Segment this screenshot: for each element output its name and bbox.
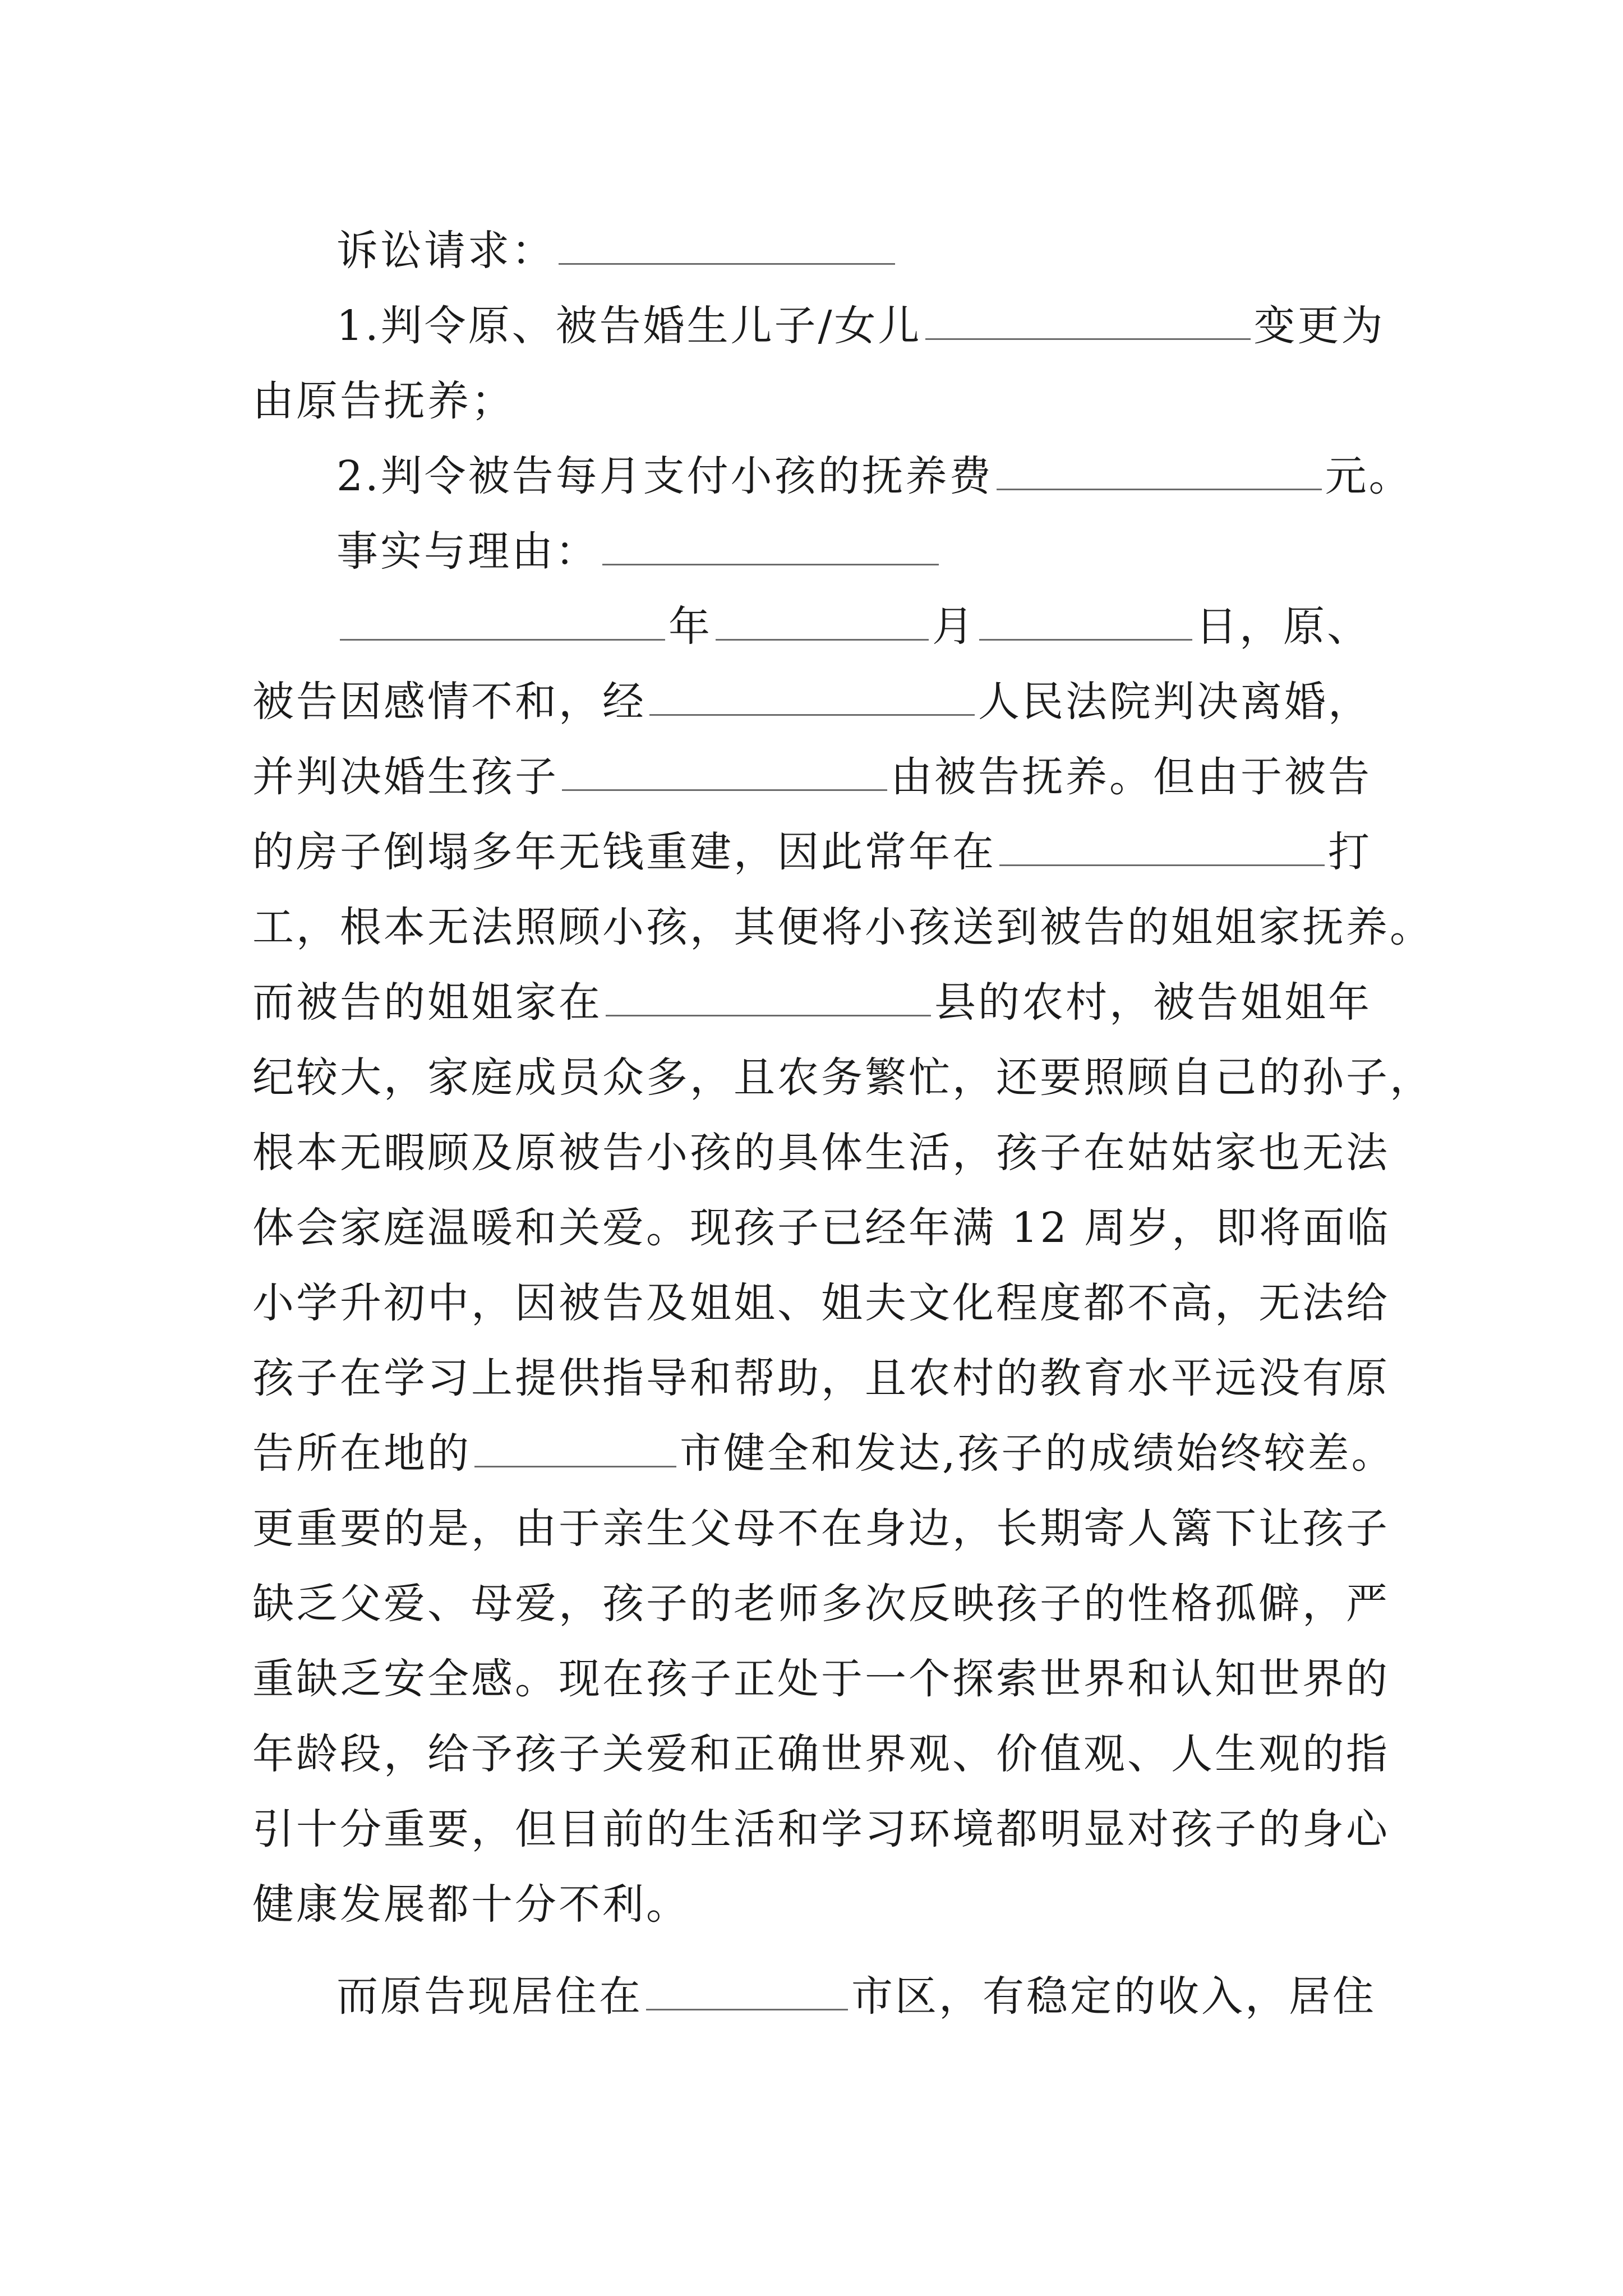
blank-line [999, 864, 1325, 866]
text-line [252, 1115, 1390, 1190]
text-run: 年 [668, 602, 712, 651]
facts-heading: 事实与理由： [336, 527, 599, 576]
text-run: 孩子在学习上提供指导和帮助，且农村的教育水平远没有原 [252, 1354, 1390, 1402]
text-run: 市健全和发达,孩子的成绩始终较差。 [680, 1429, 1395, 1478]
paragraph-plaintiff-situation [252, 1959, 1380, 2034]
blank-line [340, 639, 665, 641]
text-line [252, 1566, 1390, 1641]
text-run: 引十分重要，但目前的生活和学习环境都明显对孩子的身心 [252, 1805, 1390, 1853]
text-line [252, 1641, 1390, 1717]
text-run: 县的农村，被告姐姐年 [934, 978, 1372, 1027]
text-line [252, 364, 1380, 439]
text-line [252, 1341, 1390, 1416]
blank-line [559, 263, 895, 265]
text-run: 缺乏父爱、母爱，孩子的老师多次反映孩子的性格孤僻，严 [252, 1580, 1390, 1628]
text-line [252, 1190, 1391, 1266]
text-line [252, 1266, 1390, 1341]
paragraph-facts-body [252, 589, 1380, 664]
text-line [252, 1040, 1433, 1115]
text-run: 告所在地的 [252, 1429, 471, 1478]
text-line [252, 890, 1433, 965]
text-line [252, 1717, 1390, 1792]
text-line [252, 1491, 1390, 1566]
text-line [252, 815, 1380, 890]
text-run: 并判决婚生孩子 [252, 753, 559, 801]
text-run: 而被告的姐姐家在 [252, 978, 602, 1027]
blank-line [562, 789, 887, 791]
blank-line [606, 1015, 931, 1016]
text-run: 年龄段，给予孩子关爱和正确世界观、价值观、人生观的指 [252, 1730, 1390, 1778]
blank-line [602, 564, 939, 565]
paragraph-facts-heading [252, 514, 1380, 589]
blank-line [649, 714, 975, 716]
paragraph-claim-1 [252, 288, 1385, 364]
text-run: 由原告抚养； [252, 377, 515, 425]
claims-heading: 诉讼请求： [336, 227, 555, 275]
text-run: 元。 [1325, 452, 1413, 500]
text-run: 市区，有稳定的收入，居住 [851, 1972, 1376, 2021]
text-run: 打 [1328, 828, 1372, 876]
paragraph-claim-2 [252, 439, 1413, 514]
text-run: 而原告现居住在 [336, 1972, 643, 2021]
text-run: 2.判令被告每月支付小孩的抚养费 [336, 452, 993, 500]
text-line [252, 1792, 1390, 1867]
blank-line [979, 639, 1192, 641]
text-run: 体会家庭温暖和关爱。现孩子已经年满 12 周岁，即将面临 [252, 1204, 1391, 1252]
text-run: 变更为 [1253, 302, 1385, 350]
text-run: 健康发展都十分不利。 [252, 1880, 690, 1929]
text-run: 的房子倒塌多年无钱重建，因此常年在 [252, 828, 996, 876]
text-run: 工，根本无法照顾小孩，其便将小孩送到被告的姐姐家抚养。 [252, 903, 1433, 951]
text-run: 小学升初中，因被告及姐姐、姐夫文化程度都不高，无法给 [252, 1279, 1390, 1327]
text-line [252, 739, 1380, 815]
blank-line [925, 338, 1251, 340]
text-run: 纪较大，家庭成员众多，且农务繁忙，还要照顾自己的孙子， [252, 1053, 1433, 1102]
text-run: 根本无暇顾及原被告小孩的具体生活，孩子在姑姑家也无法 [252, 1129, 1390, 1177]
text-line [252, 1867, 1380, 1942]
document-page [252, 213, 1433, 2034]
text-run: 由被告抚养。但由于被告 [891, 753, 1372, 801]
blank-line [716, 639, 929, 641]
text-line [252, 1416, 1395, 1491]
text-run: 月 [932, 602, 976, 651]
text-run: 1.判令原、被告婚生儿子/女儿 [336, 302, 922, 350]
blank-line [997, 489, 1322, 490]
text-run: 日，原、 [1196, 602, 1371, 651]
blank-line [646, 2009, 848, 2010]
paragraph-claims-heading [252, 213, 1380, 288]
text-run: 重缺乏安全感。现在孩子正处于一个探索世界和认知世界的 [252, 1655, 1390, 1703]
text-run: 更重要的是，由于亲生父母不在身边，长期寄人篱下让孩子 [252, 1504, 1390, 1553]
text-run: 人民法院判决离婚， [978, 678, 1372, 726]
text-run: 被告因感情不和，经 [252, 678, 646, 726]
blank-line [474, 1466, 676, 1467]
text-line [252, 664, 1380, 739]
text-line [252, 965, 1380, 1040]
